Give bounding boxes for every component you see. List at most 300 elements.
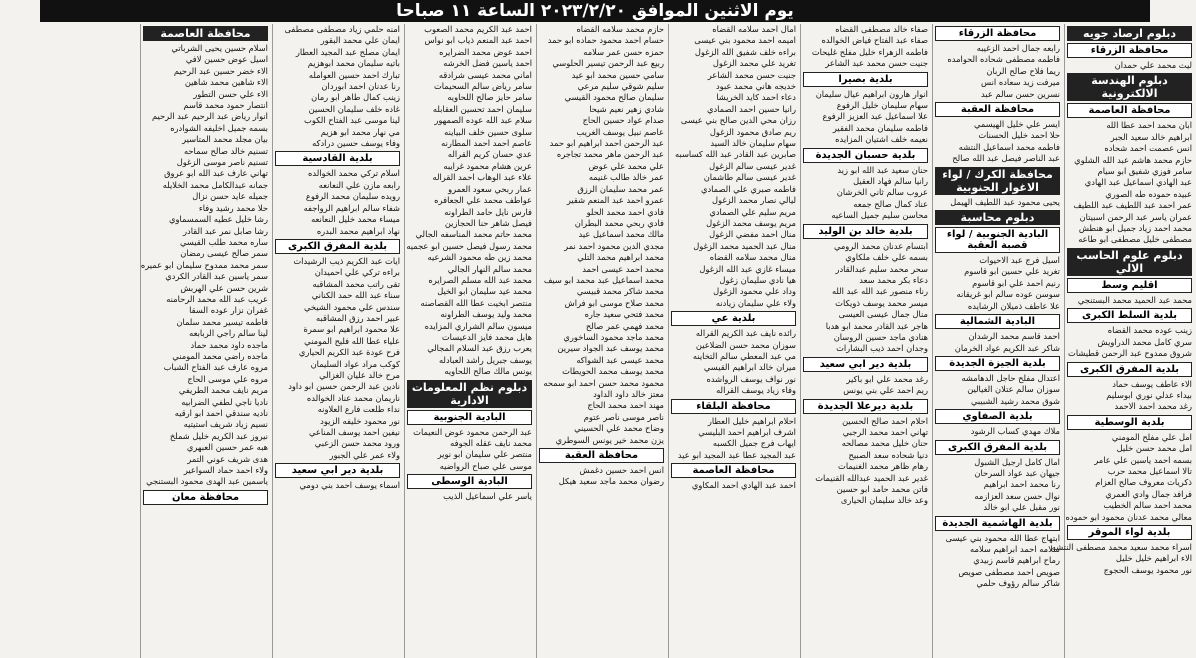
subsection-heading: بلدية خالد بن الوليد bbox=[803, 224, 928, 239]
name-entry: سامر رياض سالم السحيمات bbox=[433, 81, 532, 92]
name-entry: محمد وليد يوسف الطراونه bbox=[440, 309, 532, 320]
name-entry: رغد محمد علي ابو باكير bbox=[846, 373, 928, 384]
subsection-heading: بلدية عي bbox=[671, 311, 796, 326]
name-entry: بسمه جميل اخليفه الشوادره bbox=[170, 122, 268, 133]
name-entry: سحر محمد سليم عبدالقادر bbox=[835, 263, 928, 274]
subsection-heading: البادية الشمالية bbox=[935, 314, 1060, 329]
name-entry: ماجده داود محمد حماد bbox=[190, 339, 268, 350]
name-entry: محمد زين طه محمود الشرعيه bbox=[427, 252, 532, 263]
name-entry: نسرين حسن سالم عبد bbox=[980, 88, 1060, 99]
name-entry: الاء عاطف يوسف حماد bbox=[1112, 378, 1192, 389]
name-entry: سلام عبد الله عوده الصمهور bbox=[434, 115, 532, 126]
name-entry: ايهاب فرج جميل الكسبه bbox=[712, 438, 796, 449]
name-entry: ذكريات معروف صالح العزام bbox=[1095, 477, 1192, 488]
name-entry: محمد سالم النهار الجالي bbox=[447, 263, 532, 274]
name-entry: مجدي الدين محمود احمد نمر bbox=[564, 240, 664, 251]
name-entry: اسراء محمد سعيد محمد مصطفى النتشه bbox=[1051, 541, 1192, 552]
column-4 bbox=[668, 24, 798, 658]
name-entry: دعاء بكر محمد سعد bbox=[859, 274, 928, 285]
name-entry: سوزان سالم عتلان الغيالين bbox=[967, 384, 1060, 395]
name-entry: انتصار حمود محمد قاسم bbox=[183, 100, 268, 111]
name-entry: شاكر سالم رؤوف حلمي bbox=[976, 578, 1060, 589]
name-entry: مهند احمد محمد الحاج bbox=[587, 400, 664, 411]
name-entry: دنيا شحاده سعد الصبيح bbox=[848, 449, 928, 460]
name-entry: جمانه عبدالكامل محمد الخلايله bbox=[162, 179, 268, 190]
name-entry: فرح عودة عبد الكريم الحياري bbox=[298, 347, 400, 358]
column-6 bbox=[404, 24, 534, 658]
name-entry: محمد فتحي سعيد جاره bbox=[584, 309, 664, 320]
name-entry: سوسن عوده سالم ابو غريقانه bbox=[956, 289, 1060, 300]
name-entry: زينب كمال طاهر ابو رمان bbox=[311, 92, 400, 103]
name-entry: يوسف جبريل راشد العبادله bbox=[438, 354, 532, 365]
name-entry: ميسون سالم الشراري المزايده bbox=[424, 320, 532, 331]
section-heading: دبلوم نظم المعلومات الادارية bbox=[407, 380, 532, 408]
name-entry: رضوان محمد ماجد سعيد هيكل bbox=[558, 476, 664, 487]
name-entry: عمار ربحي سعود العمرو bbox=[448, 183, 532, 194]
name-entry: مصطفى خليل مصطفى ابو طاعه bbox=[1078, 234, 1192, 245]
subsection-heading: بلدية الجيزة الجديدة bbox=[935, 356, 1060, 371]
page-header-banner: يوم الاثنين الموافق ٢٠٢٣/٢/٢٠ الساعة ١١ صباحا bbox=[40, 0, 1150, 22]
name-entry: شادي زهير نعيم شيحا bbox=[589, 103, 664, 114]
name-entry: ناصر موسى ناصر عتوم bbox=[583, 411, 664, 422]
name-entry: عمر محمد سليمان الرزق bbox=[577, 183, 664, 194]
name-entry: ريم احمد علي بني يونس bbox=[843, 385, 928, 396]
section-heading: دبلوم ارصاد جويه bbox=[1067, 26, 1192, 41]
name-entry: تهاني احمد محمد الرجبي bbox=[842, 426, 928, 437]
name-entry: ايات عبد الكريم ذيب الرشيدات bbox=[293, 255, 400, 266]
name-entry: رنا عدنان احمد ابوردان bbox=[321, 81, 400, 92]
name-entry: صفاء عبد الفتاح فياض الخوالده bbox=[821, 35, 928, 46]
name-entry: معالي محمد عدنان محمود ابو حموده bbox=[1065, 511, 1192, 522]
name-entry: ولاء عمر علي الجبور bbox=[329, 449, 400, 460]
name-entry: محمد عبد الحميد محمد البستنجي bbox=[1077, 294, 1192, 305]
name-entry: احمد ياسين فضل الخرشه bbox=[443, 58, 532, 69]
name-entry: فاتن محمد حامد ابو حسين bbox=[836, 484, 928, 494]
name-entry: امل محمد حسن خليل bbox=[1116, 443, 1192, 454]
name-entry: معتز خالد داود الداود bbox=[593, 389, 664, 399]
name-entry: يزن محمد خير يونس السوطري bbox=[555, 434, 664, 445]
name-entry: محمد حاتم محمد المناسفه الجالي bbox=[415, 229, 532, 240]
subsection-heading: بلدية المفرق الكبرى bbox=[1067, 362, 1192, 377]
name-entry: يعرب رزق عبد السلام المجالي bbox=[427, 343, 532, 354]
name-entry: رانيا حسين احمد الصمادي bbox=[706, 103, 796, 114]
name-entry: حلا محمد رشيد وفاء bbox=[198, 202, 268, 213]
name-entry: حازم محمد هاشم عبد الله الشلوي bbox=[1074, 154, 1192, 165]
name-entry: رماح ابراهيم قاسم زبيدي bbox=[973, 555, 1060, 566]
name-entry: محمد رسول فيصل حسين ابو عجميه bbox=[406, 240, 532, 251]
name-entry: احلام احمد صالح الحسين bbox=[842, 415, 928, 426]
section-heading: محافظة الكرك / لواء الاغوار الجنوبية bbox=[935, 167, 1060, 195]
subsection-heading: محافظة معان bbox=[143, 490, 268, 505]
name-entry: يونس مالك صالح اللحاويه bbox=[444, 366, 532, 377]
name-entry: ايمان علي محمد البقور bbox=[320, 35, 400, 46]
subsection-heading: بلدية دير ابي سعيد bbox=[803, 357, 928, 372]
name-entry: ساره محمد طلب القيسي bbox=[179, 236, 268, 247]
name-entry: سلامه احمد ابراهيم سلامه bbox=[970, 543, 1060, 554]
name-entry: غاده خلف سليمان الحسين bbox=[308, 103, 400, 114]
subsection-heading: محافظة الزرقاء bbox=[1067, 43, 1192, 58]
name-entry: بيان مجلد محمد المتاسير bbox=[182, 134, 268, 145]
column-1 bbox=[1051, 24, 1194, 658]
name-entry: فاطمه تيسير محمد سلمان bbox=[176, 316, 268, 327]
name-entry: فارس نايل حامد الطراونه bbox=[444, 206, 532, 217]
name-entry: حنان خليل محمد مصالحه bbox=[841, 438, 928, 449]
name-entry: محمد احمد سالم الخطيب bbox=[1103, 500, 1192, 511]
name-entry: انس احمد حسين دغمش bbox=[579, 465, 664, 476]
name-entry: احمد قاسم محمد الرشدان bbox=[968, 331, 1060, 342]
name-entry: ناريمان محمد عناد الخوالده bbox=[306, 392, 400, 403]
name-entry: ريما فلاح صالح الربان bbox=[986, 65, 1060, 76]
subsection-heading: محافظة العقبة bbox=[539, 448, 664, 463]
name-entry: امل علي مفلح المومني bbox=[1111, 431, 1192, 442]
name-entry: منتصر علي سليمان ابو نوير bbox=[437, 449, 532, 460]
name-entry: منتصر ابخيت عطا الله القصاصنه bbox=[420, 297, 532, 308]
name-entry: نسيم زياد شريف استيتيه bbox=[183, 419, 268, 430]
name-entry: صدام عواد حسين الحاج bbox=[582, 115, 664, 126]
name-entry: غفران نزار عوده السقا bbox=[189, 305, 268, 316]
name-entry: سري كامل محمد الدراويش bbox=[1097, 336, 1192, 347]
section-heading: دبلوم علوم الحاسب الالي bbox=[1067, 248, 1192, 276]
name-entry: ملاك مهدي كساب الرشود bbox=[970, 426, 1060, 437]
name-entry: فاطمه صبري علي الصمادي bbox=[700, 183, 796, 194]
name-entry: نهاد ابراهيم محمد البدره bbox=[316, 225, 400, 236]
name-entry: جنيت حسن محمد عبد الشاعر bbox=[825, 58, 928, 69]
name-entry: ميرفت زيد سعاده انس bbox=[981, 77, 1060, 88]
name-entry: ياسمين عبد الهدى محمود البستنجي bbox=[146, 476, 268, 487]
name-entry: تبارك احمد حسين العوامله bbox=[308, 69, 400, 80]
name-entry: رائده نايف عبد الكريم القراله bbox=[695, 328, 796, 339]
name-entry: عاصم نبيل يوسف الغريب bbox=[576, 126, 664, 137]
name-entry: مرح خالد عليان الغزالي bbox=[319, 369, 400, 380]
subsection-heading: بلدية المفرق الكبرى bbox=[275, 239, 400, 254]
name-entry: حسام احمد محمود حماده ابو حمد bbox=[547, 35, 664, 46]
name-entry: فاطمه الزهراء خليل مفلح غليحات bbox=[811, 46, 928, 57]
name-entry: ميساء محمد خليل النعانعه bbox=[311, 214, 400, 225]
name-entry: علاء عبد الوهاب احمد القراله bbox=[432, 172, 532, 183]
name-entry: غدير عيسى سالم الزغول bbox=[709, 160, 796, 171]
name-entry: احمد عبد الكريم محمد الصعوب bbox=[424, 24, 532, 34]
section-heading: محافظة العاصمة bbox=[143, 26, 268, 41]
name-entry: براءه تركي علي احميدان bbox=[314, 267, 400, 278]
subsection-heading: اقليم وسط bbox=[1067, 278, 1192, 293]
name-entry: ولاء علي سليمان زيادنه bbox=[715, 297, 796, 308]
name-entry: سامر فوزي شفيق ابو سيام bbox=[1097, 166, 1192, 177]
name-entry: لينا سالم راجي الربابعه bbox=[189, 328, 268, 339]
name-entry: احلام ابراهيم خليل العطار bbox=[707, 415, 796, 426]
name-entry: رنيم احمد علي ابو قاسوم bbox=[972, 277, 1060, 288]
name-entry: صابرين عبد القادر عبد الله كساسبه bbox=[675, 149, 796, 160]
name-entry: محمد يوسف محمد الحويطات bbox=[562, 366, 664, 377]
name-entry: رغد محمد احمد الاحمد bbox=[1114, 401, 1192, 412]
name-entry: سوزان محمد حسن الضلاعين bbox=[695, 339, 796, 350]
name-entry: نيفين احمد يوسف المناعي bbox=[309, 427, 400, 437]
name-entry: ماجده راضي محمد المومني bbox=[172, 350, 268, 361]
name-entry: تغريد علي محمد الزغول bbox=[712, 58, 796, 69]
name-entry: ناديه سندقي احمد ابو ارقيه bbox=[174, 408, 268, 418]
name-entry: فيصل شاهر حنا الحجازين bbox=[444, 217, 532, 228]
name-entry: حلا احمد خليل الحسنات bbox=[978, 130, 1060, 141]
subsection-heading: محافظة العاصمة bbox=[671, 463, 796, 478]
name-entry: ميسر محمد يوسف ذويكات bbox=[835, 297, 928, 308]
name-entry: عبد الرحمن احمد ابراهيم ابو حمد bbox=[549, 138, 664, 149]
name-entry: سليمان احمد تحسين العقابله bbox=[432, 103, 532, 114]
name-entry: نور محمود خليفه الزيود bbox=[320, 415, 400, 426]
name-entry: احمد عبد الهادي احمد المكاوي bbox=[691, 480, 796, 491]
subsection-heading: محافظة الزرقاء bbox=[935, 26, 1060, 41]
name-entry: عاصم احمد احمد المطارنه bbox=[441, 138, 532, 149]
name-entry: سندس علي محمود الشيخي bbox=[303, 301, 400, 312]
name-entry: محمد ابراهيم محمد التلي bbox=[577, 252, 664, 263]
name-entry: منال احمد مفضي الزغول bbox=[709, 229, 796, 240]
name-entry: الاء شاهين محمد شاهين bbox=[184, 77, 268, 88]
name-entry: مي نهار محمد ابو هزيم bbox=[320, 126, 400, 137]
name-entry: عبير احمد رزق المشاقبه bbox=[316, 312, 400, 323]
name-entry: تهاني عارف عبد الله ابو عروق bbox=[164, 168, 268, 179]
column-3 bbox=[800, 24, 930, 658]
name-entry: محمد احمد عيسى احمد bbox=[582, 263, 664, 274]
name-entry: ريم صادق محمود الزغول bbox=[709, 126, 796, 137]
name-entry: شروق ممدوح عبد الرحمن قطيشات bbox=[1068, 348, 1192, 359]
name-entry: تسنيم خالد صالح سماحه bbox=[183, 145, 268, 156]
name-entry: سهام سليمان خالد السيد bbox=[710, 138, 796, 149]
subsection-heading: البادية الجنوبية bbox=[407, 410, 532, 425]
name-entry: علا عاطف ذميلان الرشايده bbox=[967, 300, 1060, 311]
name-entry: علياء عطا الله فليح المومني bbox=[304, 335, 400, 346]
subsection-heading: بلدية الهاشمية الجديدة bbox=[935, 516, 1060, 531]
name-entry: وعد خالد سليمان الحيارى bbox=[840, 495, 928, 506]
name-entry: مروه عارف عبد الفتاح الشباب bbox=[163, 362, 268, 373]
name-entry: هيا نادي سليمان زغول bbox=[719, 274, 796, 285]
name-entry: غدير عبد الحميد عبدالله القنيمات bbox=[815, 472, 928, 483]
name-entry: حازم محمد سلامه القضاه bbox=[576, 24, 664, 34]
name-entry: علا محمود ابراهيم ابو سمرة bbox=[303, 324, 400, 335]
name-entry: اميمه احمد محمود بني عيسى bbox=[694, 35, 796, 46]
name-entry: سلوى حسين خلف البياينه bbox=[444, 126, 532, 137]
name-entry: نعيمه خلف اشتيان المزايده bbox=[835, 134, 928, 145]
name-entry: رزان محي الدين صالح بني عيسى bbox=[680, 115, 796, 126]
name-entry: ميران خالد ابراهيم القيسي bbox=[703, 362, 796, 373]
name-entry: انوار رياض عبد الرحيم عبد الرحيم bbox=[151, 111, 268, 122]
name-entry: عريب عبد الله محمد الرحامنه bbox=[166, 293, 268, 304]
name-entry: رابعه مازن علي النعانعه bbox=[318, 179, 400, 190]
subsection-heading: بلدية المفرق الكبرى bbox=[935, 440, 1060, 455]
name-entry: نور مقبل علي ابو خالد bbox=[983, 502, 1060, 513]
name-entry: تالا اسماعيل محمد حرب bbox=[1107, 465, 1192, 476]
name-entry: جميله عايد حسن نزال bbox=[192, 191, 268, 202]
column-7 bbox=[272, 24, 402, 658]
name-entry: محمد عيد سليمان ابو الخيل bbox=[437, 286, 532, 297]
name-entry: هبه عمر حسين العبهري bbox=[186, 442, 268, 453]
name-entry: نيروز عبد الكريم خليل شملخ bbox=[169, 430, 268, 441]
name-entry: جيهان عبد عواد السرحان bbox=[974, 467, 1060, 478]
name-entry: اسيل عوض حسين لافي bbox=[185, 54, 268, 65]
name-entry: احمد عبد المنعم ذياب ابو نواس bbox=[424, 35, 532, 46]
subsection-heading: محافظة البلقاء bbox=[671, 399, 796, 414]
name-entry: جنيت حسن محمد الشاعر bbox=[707, 69, 796, 80]
name-entry: سمر صالح عيسى رمضان bbox=[180, 248, 268, 259]
name-entry: ولاء احمد حماد السواعير bbox=[183, 465, 268, 476]
subsection-heading: بلدية دير ابي سعيد bbox=[275, 463, 400, 478]
name-entry: لينا موسى عبد الفتاح الكوب bbox=[304, 115, 400, 126]
subsection-heading: محافظة العاصمة bbox=[1067, 103, 1192, 118]
name-entry: اماني محمد عيسى شرادقه bbox=[438, 69, 532, 80]
name-entry: خديجه هاني محمد عبود bbox=[715, 81, 796, 92]
name-entry: يحيى محمود عبد اللطيف الهيمل bbox=[950, 196, 1060, 207]
subsection-heading: بلدية حسبان الجديدة bbox=[803, 148, 928, 163]
name-entry: ناديا ناجي لطفي الضرابيه bbox=[181, 396, 268, 407]
name-entry: سهام سليمان خليل الرفوع bbox=[836, 100, 928, 111]
subsection-heading: بلدية ديرعلا الجديدة bbox=[803, 399, 928, 414]
name-entry: حنان سعيد عبد الله ابو زيد bbox=[837, 164, 928, 175]
name-entry: ليث محمد علي حمدان bbox=[1114, 60, 1192, 70]
name-entry: ابتسام عدنان محمد الرومي bbox=[833, 240, 928, 251]
name-entry: فادي احمد محمد الحلو bbox=[586, 206, 664, 217]
name-entry: ليالي نصار محمد الزغول bbox=[712, 195, 796, 206]
name-entry: هايل محمد فايز الدعيسات bbox=[441, 331, 532, 342]
name-entry: سليمان صالح محمود القيسي bbox=[564, 92, 664, 103]
subsection-heading: بلدية القادسية bbox=[275, 151, 400, 166]
name-entry: نادين عبد الرحمن حسين ابو داود bbox=[288, 381, 400, 392]
name-entry: رهام ظاهر محمد الغنيمات bbox=[838, 461, 928, 472]
name-entry: عمر خالد طالب غنيمه bbox=[588, 172, 664, 183]
name-entry: عبد الرحمن محمود عوض النعيمات bbox=[413, 426, 532, 437]
name-entry: محمد فهمي عمر صالح bbox=[585, 320, 664, 331]
name-entry: علي محمد علي عوض bbox=[588, 160, 664, 171]
name-entry: امال احمد سلامه القضاه bbox=[712, 24, 796, 34]
subsection-heading: محافظة العقبة bbox=[935, 102, 1060, 117]
name-entry: عمرو احمد عبد المنعم شقير bbox=[566, 195, 664, 206]
column-8 bbox=[140, 24, 270, 658]
name-entry: شوق محمد رشيد الشبيبي bbox=[970, 395, 1060, 406]
name-entry: عبد المجيد عطا عبد المجيد ابو عيد bbox=[677, 449, 796, 460]
name-entry: الاء ابراهيم خليل خليل bbox=[1115, 553, 1192, 564]
name-entry: اسلام حسين يحيى الشرباتي bbox=[171, 43, 268, 53]
name-entry: عبد الهادي اسماعيل عبد الهادي bbox=[1084, 177, 1192, 188]
name-entry: رنا محمد احمد ابراهيم bbox=[983, 479, 1060, 490]
name-entry: بسمه علي خلف ملكاوي bbox=[845, 252, 928, 263]
name-entry: دعاء احمد كايد الخريشا bbox=[716, 92, 796, 103]
name-entry: عبيده حموده طه الصوري bbox=[1105, 188, 1192, 199]
name-entry: محمد شاكر محمد قبيسي bbox=[576, 286, 664, 297]
name-entry: محمد اسماعيل عبد محمد ابو سيف bbox=[543, 274, 664, 285]
name-entry: سامر حايز صالح اللحاويه bbox=[447, 92, 532, 103]
column-5 bbox=[536, 24, 666, 658]
name-entry: ربيع عبد الرحمن تيسير الحلوسي bbox=[552, 58, 664, 69]
name-entry: وفاء زياد يوسف القراله bbox=[716, 385, 796, 396]
section-heading: دبلوم الهندسة الالكترونية bbox=[1067, 73, 1192, 101]
name-entry: ميساء غازي عبد الله الزغول bbox=[699, 263, 796, 274]
name-entry: هنادي ماجد حسين الروسان bbox=[833, 331, 928, 342]
name-entry: محمد صلاح موسى ابو فراش bbox=[564, 297, 664, 308]
name-entry: موسى علي صباح الرواضيه bbox=[439, 460, 532, 471]
name-entry: محمد نايف عقله الجوفه bbox=[450, 438, 532, 448]
name-entry: عواطف محمد علي الجعافره bbox=[434, 195, 532, 206]
subsection-heading: بلدية لواء الموقر bbox=[1067, 525, 1192, 540]
name-entry: اعتدال مفلح حاجل الدهامشه bbox=[961, 372, 1060, 383]
name-entry: فاطمه محمد اسماعيل النتشه bbox=[958, 141, 1060, 152]
name-entry: اشرف ابراهيم احمد البليسي bbox=[698, 427, 796, 437]
name-entry: بيداء عدلي نوري ابوسليم bbox=[1106, 389, 1192, 400]
name-entry: تسنيم ناصر موسى الزغول bbox=[176, 157, 268, 168]
columns-container bbox=[2, 24, 1194, 658]
name-entry: ايمان مصلح عبد المجيد العطار bbox=[295, 46, 400, 57]
name-entry: محمد عبد الله مسلم الصرايره bbox=[428, 274, 532, 285]
name-entry: زينب عوده محمد القضاه bbox=[1107, 325, 1192, 336]
name-entry: نداء طلعت فارع العلاونه bbox=[317, 404, 400, 415]
name-entry: ايسر علي خليل الهيسمي bbox=[973, 119, 1060, 130]
name-entry: علا اسماعيل عبد العزيز الرفوع bbox=[822, 111, 928, 122]
name-entry: عبد الناصر فيصل عبد الله صالح bbox=[952, 153, 1060, 164]
name-entry: محمد احمد زياد جميل ابو هنطش bbox=[1078, 223, 1192, 234]
name-entry: فاطمه سليمان محمد الفقير bbox=[832, 122, 928, 133]
name-entry: مروه علي موسى الحاج bbox=[187, 373, 268, 384]
name-entry: شاكر عبد الكريم عواد الخرمان bbox=[954, 342, 1060, 353]
name-entry: احمد عوض محمد الضرايره bbox=[439, 46, 532, 57]
name-entry: تقى راتب محمد المشاقبه bbox=[312, 278, 400, 289]
section-heading: دبلوم محاسبة bbox=[935, 210, 1060, 225]
name-entry: فرافد جمال وادي العمري bbox=[1105, 488, 1192, 499]
name-entry: عمران ياسر عبد الرحمن اسبيتان bbox=[1079, 211, 1192, 222]
subsection-heading: بلدية الوسطية bbox=[1067, 415, 1192, 430]
name-entry: فادي ربحي محمد البطران bbox=[574, 217, 664, 228]
name-entry: فاطمه مصطفى شحاده الحوامده bbox=[947, 54, 1060, 65]
name-entry: غدير عيسى سالم طاشمان bbox=[703, 172, 796, 183]
name-entry: اسماء يوسف احمد بني دومي bbox=[299, 480, 400, 491]
name-entry: نور محمود يوسف الحجوج bbox=[1103, 564, 1192, 575]
name-entry: محاسن سليم جميل الساعيه bbox=[831, 210, 928, 221]
name-entry: اسلام تركي محمد الخوالده bbox=[308, 168, 400, 179]
name-entry: مي عبد المعطي سالم التخاينه bbox=[692, 350, 796, 361]
name-entry: مريم سليم علي الصمادي bbox=[709, 206, 796, 217]
name-entry: مريم نايف محمد الطريفي bbox=[178, 385, 268, 396]
name-entry: صويص احمد مصطفى صويص bbox=[958, 566, 1060, 577]
name-entry: ابتهاج عطا الله محمود بني عيسى bbox=[945, 532, 1060, 543]
name-entry: رناء منصور عبد الله عبد الله bbox=[831, 286, 928, 297]
name-entry: هدى شريف عوني التمر bbox=[187, 453, 268, 464]
subsection-heading: بلدية السلط الكبرى bbox=[1067, 308, 1192, 323]
name-entry: رويده سليمان محمد الرفوع bbox=[305, 191, 400, 202]
name-entry: محمود محمد حسن احمد ابو سمحه bbox=[543, 377, 664, 388]
name-entry: تغريد علي حسين ابو قاسوم bbox=[964, 266, 1060, 277]
name-entry: عمر احمد عبد اللطيف عبد اللطيف bbox=[1073, 200, 1192, 211]
name-entry: مريم يوسف محمد الزغول bbox=[706, 217, 796, 228]
subsection-heading: البادية الوسطى bbox=[407, 474, 532, 489]
name-entry: سليم شوقي سليم مرعي bbox=[577, 81, 664, 92]
name-entry: وداد علي محمود الزغول bbox=[713, 286, 796, 297]
name-entry: كوكب مراد عواد السليمان bbox=[310, 358, 400, 369]
name-entry: رابعه جمال احمد الزغيبه bbox=[976, 43, 1060, 53]
name-entry: وفاء يوسف حسين درادكه bbox=[312, 138, 400, 149]
name-entry: الاء علي حسن التطور bbox=[193, 88, 268, 99]
name-entry: رشا خليل عطيه السمسماوي bbox=[168, 214, 268, 225]
subsection-heading: بلدية بصيرا bbox=[803, 72, 928, 87]
name-entry: حمزه حسن عمر سلامه bbox=[583, 46, 664, 57]
name-entry: هاجر عبد القادر محمد ابو هدبا bbox=[825, 320, 928, 331]
name-entry: الاء خضر حسين عبد الرحيم bbox=[173, 65, 268, 76]
name-entry: محمد يوسف عبد الجواد سيرين bbox=[557, 343, 664, 354]
name-entry: محمد عيسى عبد الشواكه bbox=[576, 354, 664, 365]
name-entry: انوار هارون ابراهيم عيال سليمان bbox=[815, 88, 928, 99]
name-entry: شفاء سالم ابراهيم الرواجفه bbox=[303, 202, 400, 213]
name-entry: براءه خلف شفيق الله الزغول bbox=[694, 46, 796, 57]
subsection-heading: بلدية الصفاوي bbox=[935, 409, 1060, 424]
name-entry: محمد ماجد محمود الساخوري bbox=[563, 331, 664, 342]
name-entry: انس عصمت احمد شحاده bbox=[1104, 143, 1192, 154]
name-entry: سناء عبد الله حمد الكناني bbox=[311, 290, 400, 301]
name-entry: امال كامل ارجيل الشبول bbox=[974, 456, 1060, 467]
name-entry: رشا صابل نمر عبد القادر bbox=[183, 225, 268, 236]
name-entry: عبد الرحمن ماهر محمد تجاجره bbox=[556, 149, 664, 160]
